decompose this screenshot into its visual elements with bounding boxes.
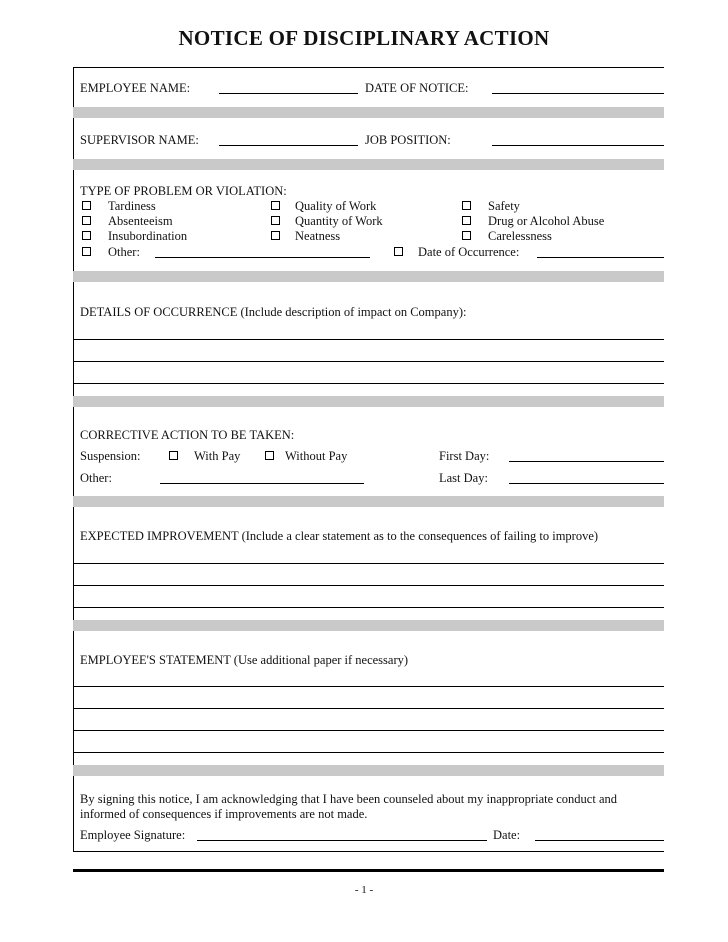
signature-date-label: Date:: [493, 828, 521, 842]
first-day-label: First Day:: [439, 449, 490, 463]
statement-heading: EMPLOYEE'S STATEMENT (Use additional paper if necessary): [80, 653, 409, 667]
employee-name-label: EMPLOYEE NAME:: [80, 81, 191, 95]
option-neatness: Neatness: [295, 229, 341, 243]
without-pay-label: Without Pay: [285, 449, 348, 463]
first-day-field[interactable]: [509, 461, 664, 462]
checkbox-without-pay[interactable]: [265, 451, 274, 460]
checkbox-quality-of-work[interactable]: [271, 201, 280, 210]
date-of-occurrence-label: Date of Occurrence:: [418, 245, 520, 259]
checkbox-quantity-of-work[interactable]: [271, 216, 280, 225]
checkbox-drug-alcohol-abuse[interactable]: [462, 216, 471, 225]
corrective-other-label: Other:: [80, 471, 112, 485]
checkbox-with-pay[interactable]: [169, 451, 178, 460]
option-insubordination: Insubordination: [108, 229, 188, 243]
details-line[interactable]: [73, 361, 664, 362]
footer-rule: [73, 869, 664, 872]
with-pay-label: With Pay: [194, 449, 241, 463]
employee-signature-field[interactable]: [197, 840, 487, 841]
last-day-field[interactable]: [509, 483, 664, 484]
other-violation-label: Other:: [108, 245, 140, 259]
section-divider: [73, 271, 664, 282]
date-of-notice-field[interactable]: [492, 93, 664, 94]
option-safety: Safety: [488, 199, 520, 213]
option-absenteeism: Absenteeism: [108, 214, 173, 228]
statement-line[interactable]: [73, 730, 664, 731]
checkbox-absenteeism[interactable]: [82, 216, 91, 225]
statement-line[interactable]: [73, 686, 664, 687]
section-divider: [73, 765, 664, 776]
employee-signature-label: Employee Signature:: [80, 828, 186, 842]
date-of-occurrence-field[interactable]: [537, 257, 664, 258]
signature-date-field[interactable]: [535, 840, 664, 841]
checkbox-tardiness[interactable]: [82, 201, 91, 210]
details-line[interactable]: [73, 339, 664, 340]
checkbox-other-violation[interactable]: [82, 247, 91, 256]
corrective-other-field[interactable]: [160, 483, 364, 484]
acknowledgement-line-1: By signing this notice, I am acknowledging that I have been counseled about my inappropriate conduct and: [80, 792, 618, 806]
other-violation-field[interactable]: [155, 257, 370, 258]
improvement-line[interactable]: [73, 563, 664, 564]
supervisor-name-field[interactable]: [219, 145, 358, 146]
section-divider: [73, 107, 664, 118]
employee-name-field[interactable]: [219, 93, 358, 94]
option-drug-alcohol-abuse: Drug or Alcohol Abuse: [488, 214, 605, 228]
statement-line[interactable]: [73, 708, 664, 709]
details-line[interactable]: [73, 383, 664, 384]
option-quality-of-work: Quality of Work: [295, 199, 377, 213]
option-carelessness: Carelessness: [488, 229, 552, 243]
checkbox-date-of-occurrence[interactable]: [394, 247, 403, 256]
last-day-label: Last Day:: [439, 471, 488, 485]
improvement-line[interactable]: [73, 585, 664, 586]
details-heading: DETAILS OF OCCURRENCE (Include description of impact on Company):: [80, 305, 467, 319]
corrective-heading: CORRECTIVE ACTION TO BE TAKEN:: [80, 428, 295, 442]
date-of-notice-label: DATE OF NOTICE:: [365, 81, 469, 95]
acknowledgement-line-2: informed of consequences if improvements are not made.: [80, 807, 368, 821]
checkbox-safety[interactable]: [462, 201, 471, 210]
job-position-label: JOB POSITION:: [365, 133, 451, 147]
job-position-field[interactable]: [492, 145, 664, 146]
supervisor-name-label: SUPERVISOR NAME:: [80, 133, 199, 147]
page-number: - 1 -: [354, 884, 374, 896]
option-quantity-of-work: Quantity of Work: [295, 214, 383, 228]
suspension-label: Suspension:: [80, 449, 141, 463]
option-tardiness: Tardiness: [108, 199, 156, 213]
improvement-line[interactable]: [73, 607, 664, 608]
section-divider: [73, 396, 664, 407]
section-divider: [73, 496, 664, 507]
checkbox-carelessness[interactable]: [462, 231, 471, 240]
violation-heading: TYPE OF PROBLEM OR VIOLATION:: [80, 184, 287, 198]
improvement-heading: EXPECTED IMPROVEMENT (Include a clear statement as to the consequences of failing to improve): [80, 529, 599, 543]
page-title: NOTICE OF DISCIPLINARY ACTION: [178, 26, 550, 50]
checkbox-neatness[interactable]: [271, 231, 280, 240]
section-divider: [73, 620, 664, 631]
checkbox-insubordination[interactable]: [82, 231, 91, 240]
statement-line[interactable]: [73, 752, 664, 753]
section-divider: [73, 159, 664, 170]
